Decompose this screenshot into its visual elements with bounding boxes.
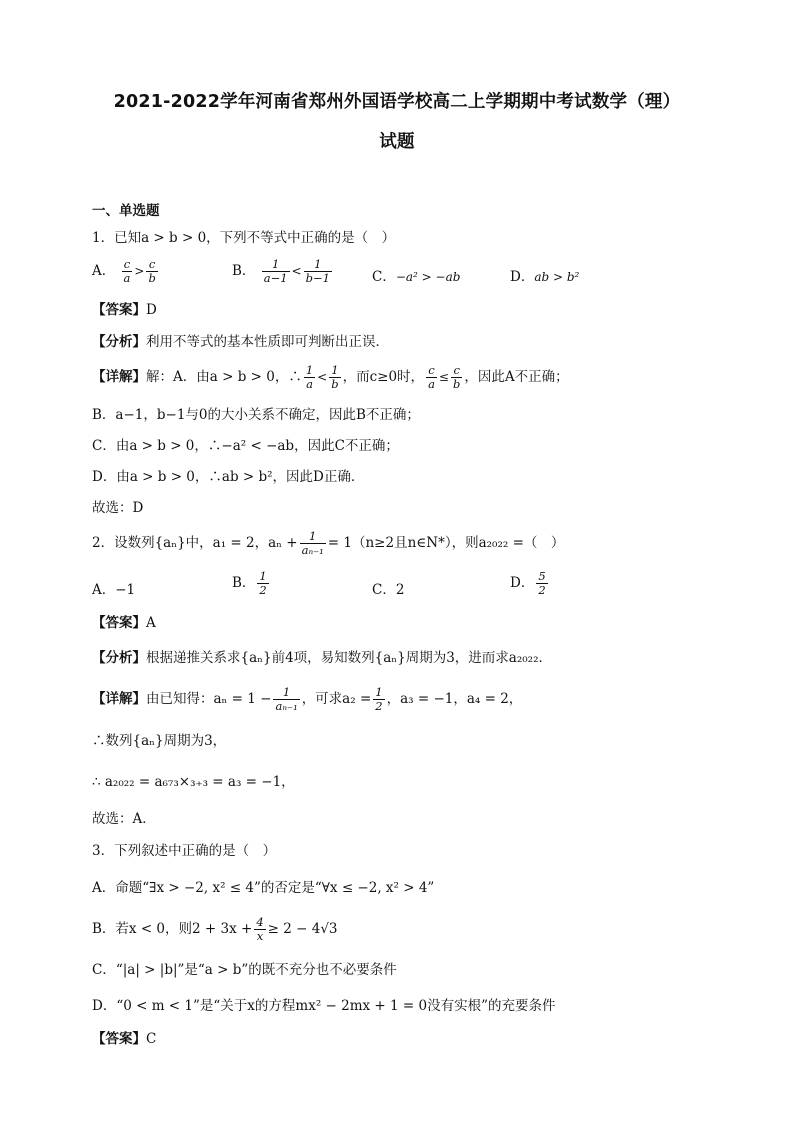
fraction: $\frac{c}{a}$ xyxy=(123,257,131,285)
q2-option-d: D． $\frac{5}{2}$ xyxy=(510,569,546,597)
q1-detail: 【详解】解：A．由a > b > 0，∴ $\frac{1}{a}$ < $\frac{1}{b}$ ，而c≥0时， $\frac{c}{a}$ ≤ $\frac{c}{b}$ ，因此A不正确； xyxy=(92,363,569,391)
fraction: $\frac{c}{b}$ xyxy=(452,363,461,391)
q2-analysis: 【分析】根据递推关系求{aₙ}前4项，易知数列{aₙ}周期为3，进而求a₂₀₂₂． xyxy=(92,650,553,666)
q2-detail-period: ∴数列{aₙ}周期为3， xyxy=(92,733,227,749)
fraction: $\frac{1}{b-1}$ xyxy=(305,257,330,285)
fraction: $\frac{4}{x}$ xyxy=(256,915,264,943)
fraction: $\frac{1}{\text{aₙ₋₁}}$ xyxy=(301,529,324,557)
fraction: $\frac{c}{b}$ xyxy=(148,257,156,285)
q3-answer: 【答案】C xyxy=(92,1031,157,1047)
q2-detail-result: ∴ a₂₀₂₂ = a₆₇₃×₃₊₃ = a₃ = −1， xyxy=(92,774,295,790)
q2-answer: 【答案】A xyxy=(92,615,156,631)
q1-option-d: D．ab > b² xyxy=(510,269,580,285)
q2-option-a: A．−1 xyxy=(92,582,136,598)
q1-detail-d: D．由a > b > 0，∴ab > b²，因此D正确． xyxy=(92,469,365,485)
q2-conclusion: 故选：A． xyxy=(92,811,156,827)
section-heading: 一、单选题 xyxy=(92,203,160,219)
q2-option-c: C．2 xyxy=(372,582,405,598)
document-title: 2021-2022学年河南省郑州外国语学校高二上学期期中考试数学（理） xyxy=(113,92,681,112)
q2-stem: 2．设数列{aₙ}中，a₁ = 2，aₙ + $\frac{1}{\text{aₙ₋₁}}$ = 1（n≥2且n∈N*），则a₂₀₂₂ =（ ） xyxy=(92,529,565,557)
q2-detail: 【详解】由已知得：aₙ = 1 − $\frac{1}{\text{aₙ₋₁}}$ ，可求a₂ = $\frac{1}{2}$ ，a₃ = −1，a₄ = 2， xyxy=(92,685,523,713)
q1-detail-b: B．a−1，b−1与0的大小关系不确定，因此B不正确； xyxy=(92,407,420,423)
fraction: $\frac{5}{2}$ xyxy=(538,569,546,597)
fraction: $\frac{1}{2}$ xyxy=(375,685,383,713)
fraction: $\frac{1}{a}$ xyxy=(305,363,314,391)
fraction: $\frac{1}{\text{aₙ₋₁}}$ xyxy=(275,685,298,713)
q1-option-b: B． $\frac{1}{a-1}$ < $\frac{1}{b-1}$ xyxy=(232,257,330,285)
q3-stem: 3．下列叙述中正确的是（ ） xyxy=(92,843,277,859)
q1-stem: 1．已知a > b > 0，下列不等式中正确的是（ ） xyxy=(92,230,396,246)
fraction: $\frac{c}{a}$ xyxy=(428,363,435,391)
q3-option-c: C．“|a| > |b|”是“a > b”的既不充分也不必要条件 xyxy=(92,962,397,978)
q2-option-b: B． $\frac{1}{2}$ xyxy=(232,569,267,597)
q1-conclusion: 故选：D xyxy=(92,500,144,516)
q1-answer: 【答案】D xyxy=(92,302,157,318)
fraction: $\frac{1}{a-1}$ xyxy=(263,257,288,285)
q1-analysis: 【分析】利用不等式的基本性质即可判断出正误． xyxy=(92,334,389,350)
q3-option-a: A．命题“∃x > −2, x² ≤ 4”的否定是“∀x ≤ −2, x² > 4” xyxy=(92,880,435,896)
fraction: $\frac{1}{b}$ xyxy=(331,363,339,391)
fraction: $\frac{1}{2}$ xyxy=(259,569,267,597)
q1-option-a: A． $\frac{c}{a}$ > $\frac{c}{b}$ xyxy=(92,257,156,285)
document-title-line2: 试题 xyxy=(379,132,415,152)
q3-option-b: B．若x < 0，则2 + 3x + $\frac{4}{x}$ ≥ 2 − 4√3 xyxy=(92,915,338,943)
q1-option-c: C．−a² > −ab xyxy=(372,269,461,285)
q1-detail-c: C．由a > b > 0，∴−a² < −ab，因此C不正确； xyxy=(92,438,399,454)
q3-option-d: D．“0 < m < 1”是“关于x的方程mx² − 2mx + 1 = 0没有实根”的充要条件 xyxy=(92,998,556,1014)
